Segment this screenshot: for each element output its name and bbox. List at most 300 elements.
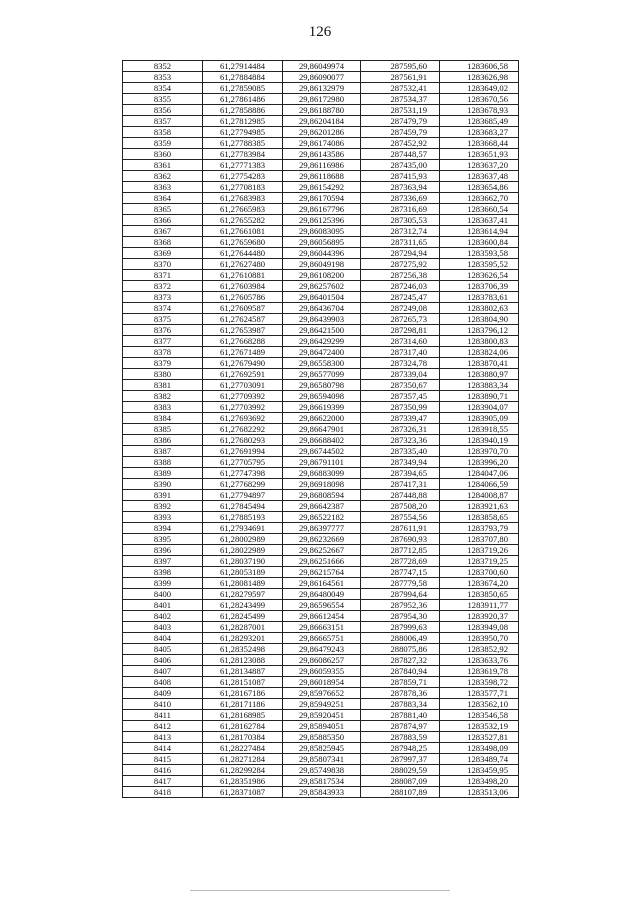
table-row: [123, 688, 519, 699]
longitude-cell: 29,86421500: [283, 325, 361, 336]
x-coordinate-cell: 287350,67: [361, 380, 440, 391]
point-number-cell: 8366: [123, 215, 203, 226]
y-coordinate-cell: 1283800,83: [440, 336, 519, 347]
longitude-cell: 29,86401504: [283, 292, 361, 303]
latitude-cell: 61,27655282: [203, 215, 283, 226]
table-row: [123, 303, 519, 314]
x-coordinate-cell: 287357,45: [361, 391, 440, 402]
latitude-cell: 61,27788385: [203, 138, 283, 149]
table-row: [123, 204, 519, 215]
y-coordinate-cell: 1283940,19: [440, 435, 519, 446]
table-row: [123, 325, 519, 336]
longitude-cell: 29,86479243: [283, 644, 361, 655]
table-row: [123, 501, 519, 512]
point-number-cell: 8377: [123, 336, 203, 347]
x-coordinate-cell: 287435,00: [361, 160, 440, 171]
latitude-cell: 61,28022989: [203, 545, 283, 556]
y-coordinate-cell: 1283651,93: [440, 149, 519, 160]
table-row: [123, 567, 519, 578]
longitude-cell: 29,86116986: [283, 160, 361, 171]
point-number-cell: 8356: [123, 105, 203, 116]
point-number-cell: 8355: [123, 94, 203, 105]
table-row: [123, 270, 519, 281]
x-coordinate-cell: 287298,81: [361, 325, 440, 336]
longitude-cell: 29,85825945: [283, 743, 361, 754]
y-coordinate-cell: 1283905,09: [440, 413, 519, 424]
point-number-cell: 8368: [123, 237, 203, 248]
latitude-cell: 61,28162784: [203, 721, 283, 732]
coordinates-table: [122, 60, 519, 798]
y-coordinate-cell: 1283593,58: [440, 248, 519, 259]
y-coordinate-cell: 1283546,58: [440, 710, 519, 721]
x-coordinate-cell: 287316,69: [361, 204, 440, 215]
point-number-cell: 8403: [123, 622, 203, 633]
latitude-cell: 61,27653987: [203, 325, 283, 336]
y-coordinate-cell: 1283637,48: [440, 171, 519, 182]
x-coordinate-cell: 287339,04: [361, 369, 440, 380]
point-number-cell: 8360: [123, 149, 203, 160]
x-coordinate-cell: 287948,25: [361, 743, 440, 754]
table-row: [123, 292, 519, 303]
latitude-cell: 61,27661081: [203, 226, 283, 237]
y-coordinate-cell: 1283670,56: [440, 94, 519, 105]
x-coordinate-cell: 287532,41: [361, 83, 440, 94]
x-coordinate-cell: 287323,36: [361, 435, 440, 446]
table-row: [123, 776, 519, 787]
y-coordinate-cell: 1283804,90: [440, 314, 519, 325]
latitude-cell: 61,27705795: [203, 457, 283, 468]
table-row: [123, 765, 519, 776]
x-coordinate-cell: 287747,15: [361, 567, 440, 578]
point-number-cell: 8375: [123, 314, 203, 325]
point-number-cell: 8370: [123, 259, 203, 270]
y-coordinate-cell: 1283824,06: [440, 347, 519, 358]
latitude-cell: 61,28293201: [203, 633, 283, 644]
table-row: [123, 732, 519, 743]
table-row: [123, 160, 519, 171]
table-row: [123, 237, 519, 248]
point-number-cell: 8417: [123, 776, 203, 787]
y-coordinate-cell: 1283668,44: [440, 138, 519, 149]
longitude-cell: 29,86174086: [283, 138, 361, 149]
point-number-cell: 8386: [123, 435, 203, 446]
longitude-cell: 29,86918098: [283, 479, 361, 490]
y-coordinate-cell: 1283706,39: [440, 281, 519, 292]
table-row: [123, 589, 519, 600]
x-coordinate-cell: 287448,88: [361, 490, 440, 501]
x-coordinate-cell: 287554,56: [361, 512, 440, 523]
x-coordinate-cell: 287311,65: [361, 237, 440, 248]
y-coordinate-cell: 1283793,79: [440, 523, 519, 534]
y-coordinate-cell: 1283683,27: [440, 127, 519, 138]
longitude-cell: 29,86125396: [283, 215, 361, 226]
table-row: [123, 226, 519, 237]
table-row: [123, 754, 519, 765]
point-number-cell: 8416: [123, 765, 203, 776]
point-number-cell: 8376: [123, 325, 203, 336]
table-row: [123, 380, 519, 391]
longitude-cell: 29,86472400: [283, 347, 361, 358]
y-coordinate-cell: 1283606,58: [440, 61, 519, 72]
point-number-cell: 8396: [123, 545, 203, 556]
latitude-cell: 61,27703992: [203, 402, 283, 413]
y-coordinate-cell: 1283600,84: [440, 237, 519, 248]
point-number-cell: 8409: [123, 688, 203, 699]
table-row: [123, 435, 519, 446]
longitude-cell: 29,85749838: [283, 765, 361, 776]
latitude-cell: 61,28053189: [203, 567, 283, 578]
table-row: [123, 94, 519, 105]
point-number-cell: 8369: [123, 248, 203, 259]
y-coordinate-cell: 1283654,86: [440, 182, 519, 193]
longitude-cell: 29,86744502: [283, 446, 361, 457]
table-row: [123, 534, 519, 545]
y-coordinate-cell: 1283880,97: [440, 369, 519, 380]
y-coordinate-cell: 1283674,20: [440, 578, 519, 589]
point-number-cell: 8401: [123, 600, 203, 611]
longitude-cell: 29,85894051: [283, 721, 361, 732]
table-row: [123, 556, 519, 567]
longitude-cell: 29,86647901: [283, 424, 361, 435]
y-coordinate-cell: 1283614,94: [440, 226, 519, 237]
longitude-cell: 29,85949251: [283, 699, 361, 710]
y-coordinate-cell: 1284047,06: [440, 468, 519, 479]
point-number-cell: 8388: [123, 457, 203, 468]
longitude-cell: 29,86083095: [283, 226, 361, 237]
latitude-cell: 61,28151087: [203, 677, 283, 688]
x-coordinate-cell: 287246,03: [361, 281, 440, 292]
y-coordinate-cell: 1283562,10: [440, 699, 519, 710]
x-coordinate-cell: 287275,92: [361, 259, 440, 270]
longitude-cell: 29,86480049: [283, 589, 361, 600]
longitude-cell: 29,86594098: [283, 391, 361, 402]
latitude-cell: 61,28134887: [203, 666, 283, 677]
table-row: [123, 358, 519, 369]
longitude-cell: 29,86429299: [283, 336, 361, 347]
page-number: 126: [308, 24, 332, 40]
longitude-cell: 29,86167796: [283, 204, 361, 215]
y-coordinate-cell: 1283459,95: [440, 765, 519, 776]
latitude-cell: 61,27680293: [203, 435, 283, 446]
x-coordinate-cell: 287534,37: [361, 94, 440, 105]
y-coordinate-cell: 1283918,55: [440, 424, 519, 435]
x-coordinate-cell: 287415,93: [361, 171, 440, 182]
longitude-cell: 29,86257602: [283, 281, 361, 292]
point-number-cell: 8413: [123, 732, 203, 743]
y-coordinate-cell: 1283498,20: [440, 776, 519, 787]
table-row: [123, 424, 519, 435]
longitude-cell: 29,86232669: [283, 534, 361, 545]
table-row: [123, 61, 519, 72]
x-coordinate-cell: 287448,57: [361, 149, 440, 160]
x-coordinate-cell: 288075,86: [361, 644, 440, 655]
table-row: [123, 413, 519, 424]
latitude-cell: 61,27708183: [203, 182, 283, 193]
footer-rule: [190, 890, 450, 891]
point-number-cell: 8374: [123, 303, 203, 314]
y-coordinate-cell: 1283719,25: [440, 556, 519, 567]
point-number-cell: 8381: [123, 380, 203, 391]
x-coordinate-cell: 287265,73: [361, 314, 440, 325]
latitude-cell: 61,27934691: [203, 523, 283, 534]
x-coordinate-cell: 287363,94: [361, 182, 440, 193]
point-number-cell: 8372: [123, 281, 203, 292]
y-coordinate-cell: 1284066,59: [440, 479, 519, 490]
latitude-cell: 61,27682292: [203, 424, 283, 435]
x-coordinate-cell: 288087,09: [361, 776, 440, 787]
latitude-cell: 61,27794985: [203, 127, 283, 138]
latitude-cell: 61,27603984: [203, 281, 283, 292]
y-coordinate-cell: 1283662,70: [440, 193, 519, 204]
y-coordinate-cell: 1283527,81: [440, 732, 519, 743]
latitude-cell: 61,27691994: [203, 446, 283, 457]
point-number-cell: 8395: [123, 534, 203, 545]
x-coordinate-cell: 287324,78: [361, 358, 440, 369]
longitude-cell: 29,85920451: [283, 710, 361, 721]
point-number-cell: 8367: [123, 226, 203, 237]
point-number-cell: 8352: [123, 61, 203, 72]
x-coordinate-cell: 287317,40: [361, 347, 440, 358]
longitude-cell: 29,86049974: [283, 61, 361, 72]
point-number-cell: 8371: [123, 270, 203, 281]
point-number-cell: 8402: [123, 611, 203, 622]
point-number-cell: 8391: [123, 490, 203, 501]
longitude-cell: 29,86665751: [283, 633, 361, 644]
point-number-cell: 8357: [123, 116, 203, 127]
x-coordinate-cell: 287452,92: [361, 138, 440, 149]
x-coordinate-cell: 287999,63: [361, 622, 440, 633]
longitude-cell: 29,86108200: [283, 270, 361, 281]
table-row: [123, 490, 519, 501]
point-number-cell: 8398: [123, 567, 203, 578]
point-number-cell: 8406: [123, 655, 203, 666]
point-number-cell: 8359: [123, 138, 203, 149]
table-row: [123, 479, 519, 490]
latitude-cell: 61,28123088: [203, 655, 283, 666]
table-row: [123, 787, 519, 798]
latitude-cell: 61,27627480: [203, 259, 283, 270]
latitude-cell: 61,28037190: [203, 556, 283, 567]
latitude-cell: 61,27668288: [203, 336, 283, 347]
x-coordinate-cell: 287954,30: [361, 611, 440, 622]
longitude-cell: 29,86154292: [283, 182, 361, 193]
table-row: [123, 457, 519, 468]
y-coordinate-cell: 1283719,26: [440, 545, 519, 556]
y-coordinate-cell: 1283700,60: [440, 567, 519, 578]
y-coordinate-cell: 1283498,09: [440, 743, 519, 754]
point-number-cell: 8353: [123, 72, 203, 83]
longitude-cell: 29,86059355: [283, 666, 361, 677]
latitude-cell: 61,27605786: [203, 292, 283, 303]
longitude-cell: 29,86622000: [283, 413, 361, 424]
longitude-cell: 29,86558300: [283, 358, 361, 369]
x-coordinate-cell: 287878,36: [361, 688, 440, 699]
x-coordinate-cell: 287508,20: [361, 501, 440, 512]
table-row: [123, 446, 519, 457]
latitude-cell: 61,27709392: [203, 391, 283, 402]
y-coordinate-cell: 1283660,54: [440, 204, 519, 215]
longitude-cell: 29,85885350: [283, 732, 361, 743]
y-coordinate-cell: 1283949,08: [440, 622, 519, 633]
x-coordinate-cell: 287335,40: [361, 446, 440, 457]
y-coordinate-cell: 1283619,78: [440, 666, 519, 677]
point-number-cell: 8387: [123, 446, 203, 457]
latitude-cell: 61,27671489: [203, 347, 283, 358]
table-row: [123, 149, 519, 160]
x-coordinate-cell: 287881,40: [361, 710, 440, 721]
y-coordinate-cell: 1283707,80: [440, 534, 519, 545]
latitude-cell: 61,28002989: [203, 534, 283, 545]
y-coordinate-cell: 1283970,70: [440, 446, 519, 457]
latitude-cell: 61,27771383: [203, 160, 283, 171]
x-coordinate-cell: 287294,94: [361, 248, 440, 259]
table-row: [123, 600, 519, 611]
latitude-cell: 61,27610881: [203, 270, 283, 281]
longitude-cell: 29,86164561: [283, 578, 361, 589]
x-coordinate-cell: 287417,31: [361, 479, 440, 490]
point-number-cell: 8354: [123, 83, 203, 94]
longitude-cell: 29,86791101: [283, 457, 361, 468]
point-number-cell: 8358: [123, 127, 203, 138]
longitude-cell: 29,86132979: [283, 83, 361, 94]
point-number-cell: 8392: [123, 501, 203, 512]
table-row: [123, 336, 519, 347]
latitude-cell: 61,27858886: [203, 105, 283, 116]
y-coordinate-cell: 1283513,06: [440, 787, 519, 798]
longitude-cell: 29,86090077: [283, 72, 361, 83]
latitude-cell: 61,27624587: [203, 314, 283, 325]
latitude-cell: 61,27845494: [203, 501, 283, 512]
x-coordinate-cell: 287326,31: [361, 424, 440, 435]
latitude-cell: 61,28299284: [203, 765, 283, 776]
latitude-cell: 61,27747398: [203, 468, 283, 479]
table-row: [123, 578, 519, 589]
y-coordinate-cell: 1283637,41: [440, 215, 519, 226]
latitude-cell: 61,27609587: [203, 303, 283, 314]
longitude-cell: 29,86086257: [283, 655, 361, 666]
latitude-cell: 61,28243499: [203, 600, 283, 611]
latitude-cell: 61,27659680: [203, 237, 283, 248]
point-number-cell: 8363: [123, 182, 203, 193]
latitude-cell: 61,27703091: [203, 380, 283, 391]
y-coordinate-cell: 1283678,93: [440, 105, 519, 116]
longitude-cell: 29,86436704: [283, 303, 361, 314]
y-coordinate-cell: 1283920,37: [440, 611, 519, 622]
longitude-cell: 29,86188780: [283, 105, 361, 116]
y-coordinate-cell: 1283904,07: [440, 402, 519, 413]
longitude-cell: 29,86044396: [283, 248, 361, 259]
x-coordinate-cell: 287690,93: [361, 534, 440, 545]
table-row: [123, 523, 519, 534]
table-row: [123, 655, 519, 666]
longitude-cell: 29,86215764: [283, 567, 361, 578]
longitude-cell: 29,86522182: [283, 512, 361, 523]
longitude-cell: 29,86663151: [283, 622, 361, 633]
point-number-cell: 8397: [123, 556, 203, 567]
latitude-cell: 61,28371087: [203, 787, 283, 798]
y-coordinate-cell: 1283890,71: [440, 391, 519, 402]
latitude-cell: 61,28170384: [203, 732, 283, 743]
x-coordinate-cell: 287840,94: [361, 666, 440, 677]
x-coordinate-cell: 287312,74: [361, 226, 440, 237]
x-coordinate-cell: 287952,36: [361, 600, 440, 611]
latitude-cell: 61,27914484: [203, 61, 283, 72]
point-number-cell: 8399: [123, 578, 203, 589]
latitude-cell: 61,27885193: [203, 512, 283, 523]
latitude-cell: 61,27884884: [203, 72, 283, 83]
table-row: [123, 347, 519, 358]
longitude-cell: 29,86172980: [283, 94, 361, 105]
longitude-cell: 29,85807341: [283, 754, 361, 765]
y-coordinate-cell: 1283598,72: [440, 677, 519, 688]
point-number-cell: 8361: [123, 160, 203, 171]
latitude-cell: 61,28227484: [203, 743, 283, 754]
table-row: [123, 259, 519, 270]
table-row: [123, 743, 519, 754]
y-coordinate-cell: 1283577,71: [440, 688, 519, 699]
point-number-cell: 8385: [123, 424, 203, 435]
longitude-cell: 29,86596554: [283, 600, 361, 611]
table-row: [123, 215, 519, 226]
x-coordinate-cell: 287874,97: [361, 721, 440, 732]
table-row: [123, 314, 519, 325]
y-coordinate-cell: 1283950,70: [440, 633, 519, 644]
longitude-cell: 29,86018954: [283, 677, 361, 688]
point-number-cell: 8393: [123, 512, 203, 523]
table-row: [123, 281, 519, 292]
latitude-cell: 61,27683983: [203, 193, 283, 204]
latitude-cell: 61,28287001: [203, 622, 283, 633]
x-coordinate-cell: 287859,71: [361, 677, 440, 688]
x-coordinate-cell: 287595,60: [361, 61, 440, 72]
point-number-cell: 8408: [123, 677, 203, 688]
longitude-cell: 29,86204184: [283, 116, 361, 127]
point-number-cell: 8418: [123, 787, 203, 798]
table-row: [123, 677, 519, 688]
point-number-cell: 8414: [123, 743, 203, 754]
x-coordinate-cell: 287883,34: [361, 699, 440, 710]
table-row: [123, 666, 519, 677]
y-coordinate-cell: 1283921,63: [440, 501, 519, 512]
x-coordinate-cell: 287339,47: [361, 413, 440, 424]
longitude-cell: 29,86118688: [283, 171, 361, 182]
longitude-cell: 29,85976652: [283, 688, 361, 699]
table-row: [123, 633, 519, 644]
point-number-cell: 8400: [123, 589, 203, 600]
table-row: [123, 171, 519, 182]
latitude-cell: 61,28351986: [203, 776, 283, 787]
point-number-cell: 8405: [123, 644, 203, 655]
x-coordinate-cell: 287479,79: [361, 116, 440, 127]
latitude-cell: 61,28245499: [203, 611, 283, 622]
y-coordinate-cell: 1283489,74: [440, 754, 519, 765]
latitude-cell: 61,27859085: [203, 83, 283, 94]
coordinates-table-body: [123, 61, 519, 798]
x-coordinate-cell: 287314,60: [361, 336, 440, 347]
latitude-cell: 61,27644480: [203, 248, 283, 259]
longitude-cell: 29,86642387: [283, 501, 361, 512]
point-number-cell: 8394: [123, 523, 203, 534]
table-row: [123, 402, 519, 413]
longitude-cell: 29,86808594: [283, 490, 361, 501]
longitude-cell: 29,86251666: [283, 556, 361, 567]
longitude-cell: 29,86580798: [283, 380, 361, 391]
latitude-cell: 61,27812985: [203, 116, 283, 127]
point-number-cell: 8382: [123, 391, 203, 402]
x-coordinate-cell: 287305,53: [361, 215, 440, 226]
latitude-cell: 61,28279597: [203, 589, 283, 600]
x-coordinate-cell: 287997,37: [361, 754, 440, 765]
